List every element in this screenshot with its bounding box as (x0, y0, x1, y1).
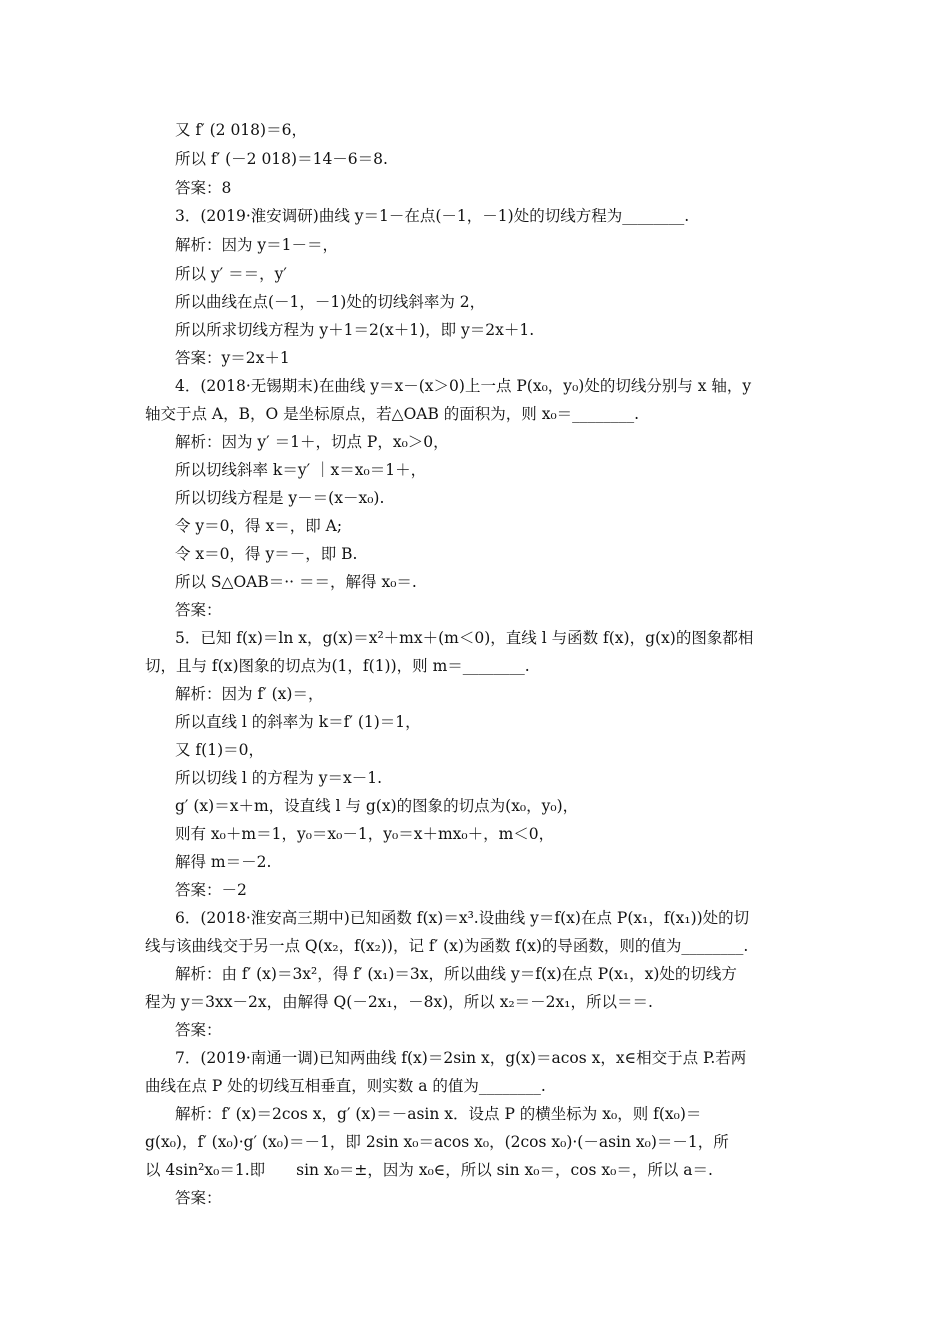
text-line: 所以曲线在点(－1，－1)处的切线斜率为 2， (175, 293, 486, 311)
text-line: 所以 y′ ＝＝，y′ (175, 265, 287, 283)
text-line: 轴交于点 A，B，O 是坐标原点，若△OAB 的面积为，则 x₀＝________. (145, 405, 640, 423)
answer-7: 答案： (175, 1189, 222, 1207)
text-line: g′ (x)＝x＋m，设直线 l 与 g(x)的图象的切点为(x₀，y₀)， (175, 797, 579, 815)
text-line: 曲线在点 P 处的切线互相垂直，则实数 a 的值为________. (145, 1077, 546, 1095)
text-line: 解析：因为 y′ ＝1＋，切点 P，x₀＞0， (175, 433, 449, 451)
question-7: 7．(2019·南通一调)已知两曲线 f(x)＝2sin x，g(x)＝acos x，x∈相交于点 P.若两 (175, 1049, 747, 1067)
answer-6: 答案： (175, 1021, 222, 1039)
text-line: 解析：因为 f′ (x)＝， (175, 685, 324, 703)
question-3: 3．(2019·淮安调研)曲线 y＝1－在点(－1，－1)处的切线方程为________. (175, 207, 690, 225)
text-line: 以 4sin²x₀＝1.即 sin x₀＝±，因为 x₀∈，所以 sin x₀＝，cos x₀＝，所以 a＝. (145, 1161, 713, 1179)
question-4: 4．(2018·无锡期末)在曲线 y＝x－(x＞0)上一点 P(x₀，y₀)处的切线分别与 x 轴，y (175, 377, 752, 395)
answer-4: 答案： (175, 601, 222, 619)
text-line: 程为 y＝3xx－2x，由解得 Q(－2x₁，－8x)，所以 x₂＝－2x₁，所以＝＝. (145, 993, 653, 1011)
question-6: 6．(2018·淮安高三期中)已知函数 f(x)＝x³.设曲线 y＝f(x)在点 P(x₁，f(x₁))处的切 (175, 909, 750, 927)
text-line: 解得 m＝－2. (175, 853, 272, 871)
text-line: 答案：8 (175, 179, 232, 197)
text-line: 令 x＝0，得 y＝－，即 B. (175, 545, 358, 563)
text-line: 令 y＝0，得 x＝，即 A; (175, 517, 343, 535)
text-line: 线与该曲线交于另一点 Q(x₂，f(x₂))，记 f′ (x)为函数 f(x)的导函数，则的值为________. (145, 937, 749, 955)
text-line: 所以切线方程是 y－＝(x－x₀). (175, 489, 385, 507)
text-line: 解析：因为 y＝1－＝， (175, 236, 339, 254)
text-line: g(x₀)，f′ (x₀)·g′ (x₀)＝－1，即 2sin x₀＝acos x₀，(2cos x₀)·(－asin x₀)＝－1，所 (145, 1133, 729, 1151)
answer-5: 答案：－2 (175, 881, 247, 899)
text-line: 所以 S△OAB＝·· ＝＝，解得 x₀＝. (175, 573, 417, 591)
text-line: 切，且与 f(x)图象的切点为(1，f(1))，则 m＝________. (145, 657, 530, 675)
text-line: 所以所求切线方程为 y＋1＝2(x＋1)，即 y＝2x＋1. (175, 321, 535, 339)
text-line: 所以 f′ (－2 018)＝14－6＝8. (175, 150, 388, 168)
text-line: 又 f(1)＝0， (175, 741, 264, 759)
text-line: 解析：由 f′ (x)＝3x²，得 f′ (x₁)＝3x，所以曲线 y＝f(x)在点 P(x₁，x)处的切线方 (175, 965, 737, 983)
answer-3: 答案：y＝2x＋1 (175, 349, 290, 367)
text-line: 则有 x₀＋m＝1，y₀＝x₀－1，y₀＝x＋mx₀＋，m＜0， (175, 825, 555, 843)
text-line: 解析：f′ (x)＝2cos x，g′ (x)＝－asin x．设点 P 的横坐标为 x₀，则 f(x₀)＝ (175, 1105, 702, 1123)
text-line: 所以切线斜率 k＝y′ ｜x＝x₀＝1＋， (175, 461, 427, 479)
text-line: 所以切线 l 的方程为 y＝x－1. (175, 769, 383, 787)
text-line: 所以直线 l 的斜率为 k＝f′ (1)＝1， (175, 713, 421, 731)
question-5: 5．已知 f(x)＝ln x，g(x)＝x²＋mx＋(m＜0)，直线 l 与函数 f(x)，g(x)的图象都相 (175, 629, 754, 647)
text-line: 又 f′ (2 018)＝6， (175, 121, 307, 139)
